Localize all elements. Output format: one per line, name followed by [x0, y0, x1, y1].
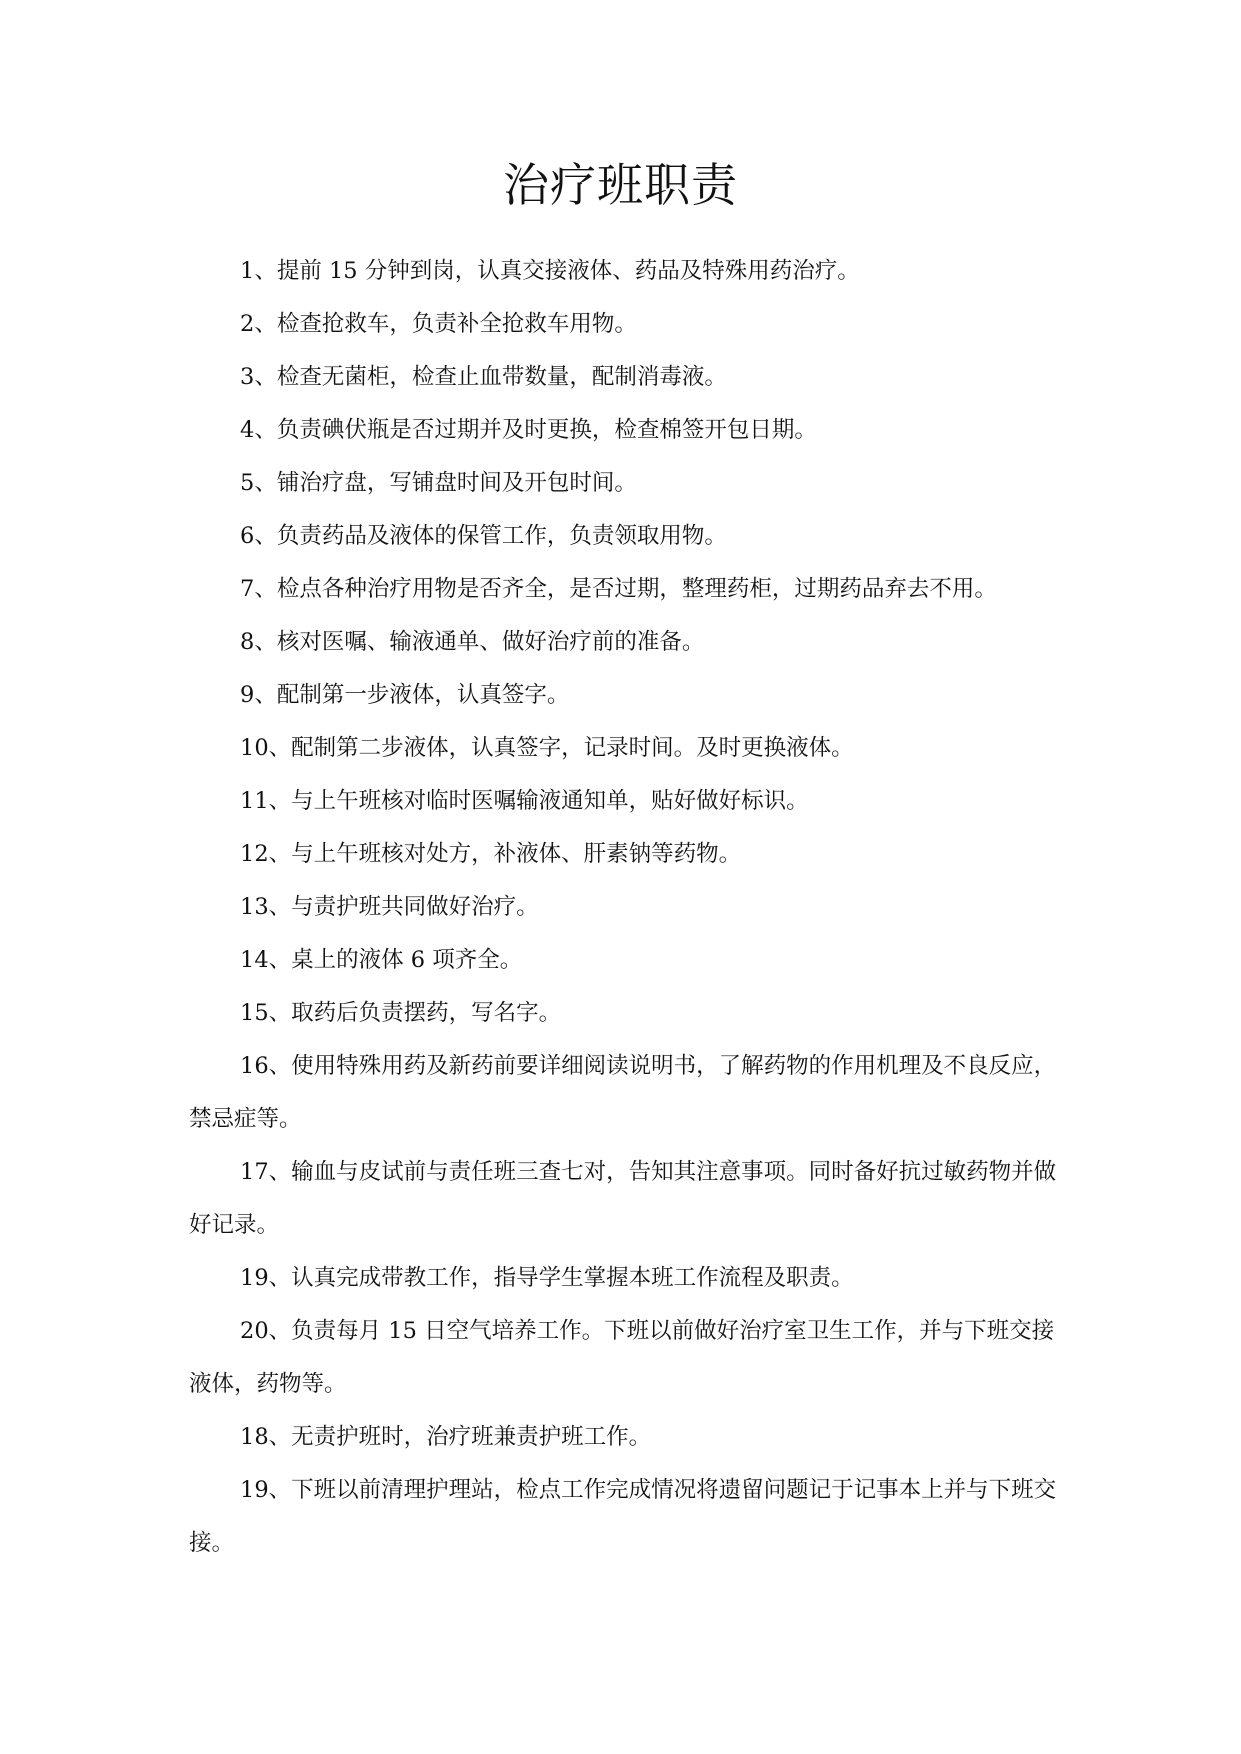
duty-item-8: 8、核对医嘱、输液通单、做好治疗前的准备。 — [240, 629, 705, 655]
document-title: 治疗班职责 — [503, 158, 738, 212]
duty-item-11: 11、与上午班核对临时医嘱输液通知单，贴好做好标识。 — [240, 788, 809, 814]
duty-item-18: 18、无责护班时，治疗班兼责护班工作。 — [240, 1424, 652, 1450]
duty-item-7: 7、检点各种治疗用物是否齐全，是否过期，整理药柜，过期药品弃去不用。 — [240, 576, 997, 602]
duty-item-3: 3、检查无菌柜，检查止血带数量，配制消毒液。 — [240, 364, 727, 390]
duty-item-13: 13、与责护班共同做好治疗。 — [240, 894, 539, 920]
duty-item-19a: 19、认真完成带教工作，指导学生掌握本班工作流程及职责。 — [240, 1265, 854, 1291]
duty-list — [189, 245, 1061, 1570]
duty-item-14: 14、桌上的液体 6 项齐全。 — [240, 947, 523, 973]
duty-item-19b: 19、下班以前清理护理站，检点工作完成情况将遗留问题记于记事本上并与下班交接。 — [189, 1477, 1057, 1556]
duty-item-12: 12、与上午班核对处方，补液体、肝素钠等药物。 — [240, 841, 742, 867]
duty-item-5: 5、铺治疗盘，写铺盘时间及开包时间。 — [240, 470, 637, 496]
duty-item-9: 9、配制第一步液体，认真签字。 — [240, 682, 570, 708]
duty-item-2: 2、检查抢救车，负责补全抢救车用物。 — [240, 311, 637, 337]
duty-item-17: 17、输血与皮试前与责任班三查七对，告知其注意事项。同时备好抗过敏药物并做好记录。 — [189, 1159, 1057, 1238]
duty-item-6: 6、负责药品及液体的保管工作，负责领取用物。 — [240, 523, 727, 549]
duty-item-16: 16、使用特殊用药及新药前要详细阅读说明书，了解药物的作用机理及不良反应，禁忌症等。 — [189, 1053, 1057, 1132]
duty-item-10: 10、配制第二步液体，认真签字，记录时间。及时更换液体。 — [240, 735, 854, 761]
duty-item-4: 4、负责碘伏瓶是否过期并及时更换，检查棉签开包日期。 — [240, 417, 817, 443]
duty-item-20: 20、负责每月 15 日空气培养工作。下班以前做好治疗室卫生工作，并与下班交接液体，药物等。 — [189, 1318, 1055, 1397]
duty-item-15: 15、取药后负责摆药，写名字。 — [240, 1000, 562, 1026]
duty-item-1: 1、提前 15 分钟到岗，认真交接液体、药品及特殊用药治疗。 — [240, 258, 860, 284]
